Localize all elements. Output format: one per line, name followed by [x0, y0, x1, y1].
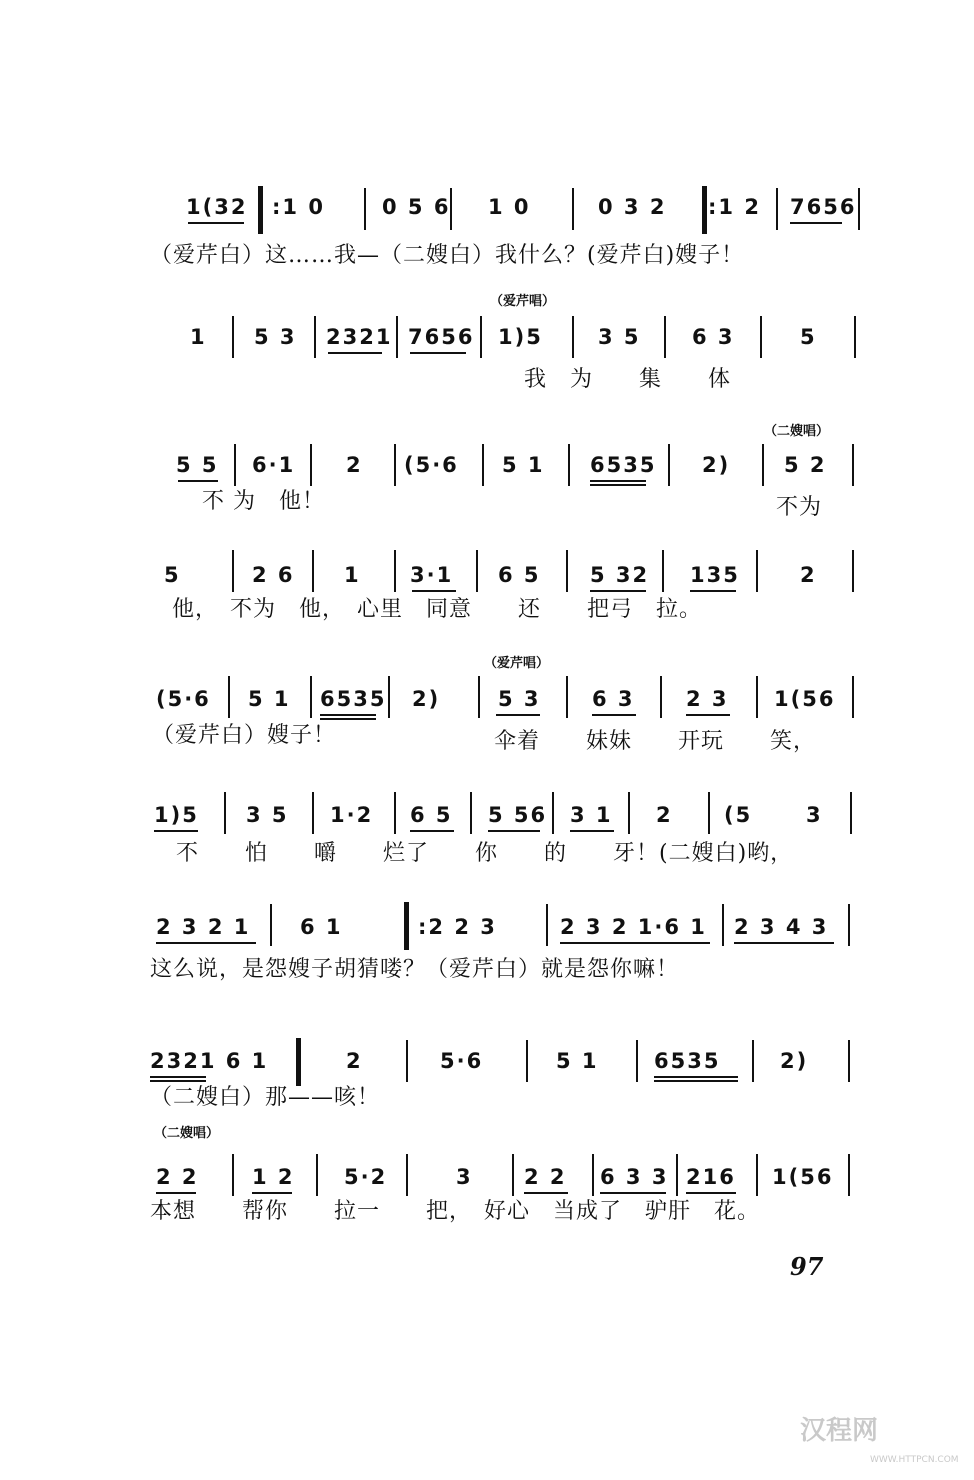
barline: [450, 188, 452, 230]
singer-label: （二嫂唱）: [764, 424, 830, 439]
underline: [590, 480, 646, 482]
note-group: 5 2: [784, 453, 827, 477]
note-group: 216: [686, 1165, 736, 1189]
barline: [364, 188, 366, 230]
barline: [572, 188, 574, 230]
repeat-barline: [296, 1038, 301, 1086]
note-group: :1 0: [272, 195, 325, 219]
note-group: (5: [724, 803, 753, 827]
note-group: 2 3: [686, 687, 729, 711]
barline: [388, 676, 390, 718]
underline: [734, 942, 834, 944]
repeat-barline: [702, 186, 707, 234]
note-group: 6535: [590, 453, 657, 477]
barline: [224, 792, 226, 834]
note-group: 1)5: [154, 803, 199, 827]
barline: [394, 550, 396, 592]
barline: [312, 792, 314, 834]
underline: [320, 714, 376, 716]
underline: [570, 830, 614, 832]
note-group: 2): [702, 453, 731, 477]
note-group: 0 3 2: [598, 195, 667, 219]
underline: [252, 1192, 292, 1194]
underline: [156, 942, 256, 944]
underline: [150, 1080, 206, 1082]
barline: [470, 792, 472, 834]
note-group: 2321: [326, 325, 393, 349]
note-group: 1·2: [330, 803, 374, 827]
barline: [406, 1154, 408, 1196]
singer-label: （爱芹唱）: [484, 656, 550, 671]
note-group: 1 0: [488, 195, 531, 219]
note-group: 2 2: [524, 1165, 567, 1189]
page-number: 97: [790, 1252, 824, 1281]
barline: [234, 444, 236, 486]
underline: [686, 714, 730, 716]
note-group: 3 5: [598, 325, 641, 349]
barline: [676, 1154, 678, 1196]
underline: [590, 590, 646, 592]
barline: [848, 904, 850, 946]
barline: [232, 550, 234, 592]
note-group: 5 32: [590, 563, 650, 587]
singer-label: （二嫂唱）: [154, 1126, 220, 1141]
note-group: 1 2: [252, 1165, 295, 1189]
barline: [852, 444, 854, 486]
underline: [560, 942, 710, 944]
underline: [592, 714, 636, 716]
barline: [552, 792, 554, 834]
note-group: 2: [800, 563, 817, 587]
note-group: 6 5: [498, 563, 541, 587]
note-group: 2: [656, 803, 673, 827]
note-group: 5 1: [556, 1049, 599, 1073]
lyric-line: 本想 帮你 拉一 把， 好心 当成了 驴肝 花。: [150, 1199, 761, 1224]
barline: [394, 792, 396, 834]
note-group: 5 1: [248, 687, 291, 711]
barline: [406, 1040, 408, 1082]
barline: [668, 444, 670, 486]
underline: [524, 1192, 568, 1194]
note-group: :2 2 3: [418, 915, 497, 939]
repeat-barline: [258, 186, 263, 234]
barline: [394, 444, 396, 486]
note-group: 2 3 2 1·6 1: [560, 915, 707, 939]
barline: [762, 444, 764, 486]
underline: [328, 352, 382, 354]
barline: [512, 1154, 514, 1196]
underline: [156, 1192, 196, 1194]
underline: [150, 1076, 206, 1078]
note-group: 1)5: [498, 325, 543, 349]
barline: [310, 444, 312, 486]
note-group: 6·1: [252, 453, 296, 477]
note-group: 1(32: [186, 195, 248, 219]
note-group: 5 56: [488, 803, 548, 827]
barline: [270, 904, 272, 946]
note-group: 1: [344, 563, 361, 587]
note-group: 5 3: [254, 325, 297, 349]
note-group: 5: [164, 563, 181, 587]
watermark-logo: 汉程网: [800, 1416, 879, 1446]
singer-label: （爱芹唱）: [490, 294, 556, 309]
underline: [654, 1076, 738, 1078]
barline: [636, 1040, 638, 1082]
barline: [566, 676, 568, 718]
barline: [476, 550, 478, 592]
note-group: 3 1: [570, 803, 613, 827]
note-group: 5: [800, 325, 817, 349]
underline: [188, 222, 244, 224]
note-group: 2321 6 1: [150, 1049, 269, 1073]
barline: [526, 1040, 528, 1082]
note-group: 2: [346, 453, 363, 477]
note-group: 2: [346, 1049, 363, 1073]
lyric-line: 伞着 妹妹 开玩 笑，: [494, 729, 817, 754]
underline: [154, 830, 198, 832]
note-group: 6 3: [692, 325, 735, 349]
note-group: 6 3: [592, 687, 635, 711]
barline: [566, 550, 568, 592]
underline: [790, 222, 842, 224]
barline: [228, 676, 230, 718]
barline: [756, 676, 758, 718]
barline: [480, 316, 482, 358]
note-group: 5·2: [344, 1165, 388, 1189]
note-group: 5 3: [498, 687, 541, 711]
note-group: 5 1: [502, 453, 545, 477]
note-group: 3·1: [410, 563, 454, 587]
note-group: 135: [690, 563, 740, 587]
barline: [708, 792, 710, 834]
barline: [232, 316, 234, 358]
barline: [858, 188, 860, 230]
note-group: 3 5: [246, 803, 289, 827]
underline: [410, 830, 454, 832]
barline: [232, 1154, 234, 1196]
repeat-barline: [404, 902, 409, 950]
note-group: 2 3 2 1: [156, 915, 251, 939]
barline: [592, 1154, 594, 1196]
note-group: 3: [806, 803, 823, 827]
barline: [314, 316, 316, 358]
barline: [546, 904, 548, 946]
barline: [760, 316, 762, 358]
barline: [852, 676, 854, 718]
note-group: 2 2: [156, 1165, 199, 1189]
note-group: 1: [190, 325, 207, 349]
note-group: 5 5: [176, 453, 219, 477]
lyric-line: 这么说，是怨嫂子胡猜喽？（爱芹白）就是怨你嘛！: [150, 957, 680, 982]
note-group: 1(56: [772, 1165, 834, 1189]
barline: [662, 550, 664, 592]
lyric-line: 我 为 集 体: [524, 367, 732, 392]
note-group: 0 5 6: [382, 195, 451, 219]
barline: [752, 1040, 754, 1082]
barline: [396, 316, 398, 358]
note-group: 3: [456, 1165, 473, 1189]
underline: [686, 1192, 736, 1194]
note-group: 2): [780, 1049, 809, 1073]
lyric-line: 他， 不为 他， 心里 同意 还 把弓 拉。: [172, 597, 703, 622]
lyric-line: 不 怕 嚼 烂了 你 的 牙！(二嫂白)哟，: [176, 841, 794, 866]
underline: [654, 1080, 738, 1082]
note-group: 7656: [790, 195, 857, 219]
underline: [590, 484, 646, 486]
note-group: 2): [412, 687, 441, 711]
barline: [316, 1154, 318, 1196]
barline: [312, 550, 314, 592]
note-group: 6 3 3: [600, 1165, 669, 1189]
lyric-line: （爱芹白）嫂子！: [152, 723, 337, 748]
underline: [410, 352, 466, 354]
underline: [690, 590, 736, 592]
note-group: 5·6: [440, 1049, 484, 1073]
barline: [310, 676, 312, 718]
barline: [628, 792, 630, 834]
underline: [496, 714, 540, 716]
note-group: 7656: [408, 325, 475, 349]
watermark-url: WWW.HTTPCN.COM: [870, 1455, 959, 1465]
barline: [756, 1154, 758, 1196]
note-group: :1 2: [708, 195, 761, 219]
note-group: (5·6: [404, 453, 459, 477]
barline: [848, 1154, 850, 1196]
barline: [850, 792, 852, 834]
note-group: 6535: [320, 687, 387, 711]
barline: [756, 550, 758, 592]
note-group: 2 3 4 3: [734, 915, 829, 939]
lyric-line: 不 为 他！: [202, 489, 325, 514]
underline: [600, 1192, 666, 1194]
underline: [488, 830, 540, 832]
lyric-line: 不为: [776, 495, 823, 520]
barline: [660, 676, 662, 718]
lyric-line: （二嫂白）那——咳！: [150, 1085, 381, 1110]
underline: [178, 480, 218, 482]
barline: [722, 904, 724, 946]
barline: [854, 316, 856, 358]
note-group: 6 5: [410, 803, 453, 827]
barline: [572, 316, 574, 358]
lyric-line: （爱芹白）这……我—（二嫂白）我什么？(爱芹白)嫂子！: [150, 243, 745, 268]
barline: [848, 1040, 850, 1082]
barline: [568, 444, 570, 486]
note-group: 6535: [654, 1049, 721, 1073]
note-group: 1(56: [774, 687, 836, 711]
note-group: 6 1: [300, 915, 343, 939]
barline: [664, 316, 666, 358]
note-group: (5·6: [156, 687, 211, 711]
barline: [478, 676, 480, 718]
barline: [852, 550, 854, 592]
barline: [776, 188, 778, 230]
underline: [320, 718, 376, 720]
barline: [482, 444, 484, 486]
underline: [412, 590, 456, 592]
note-group: 2 6: [252, 563, 295, 587]
